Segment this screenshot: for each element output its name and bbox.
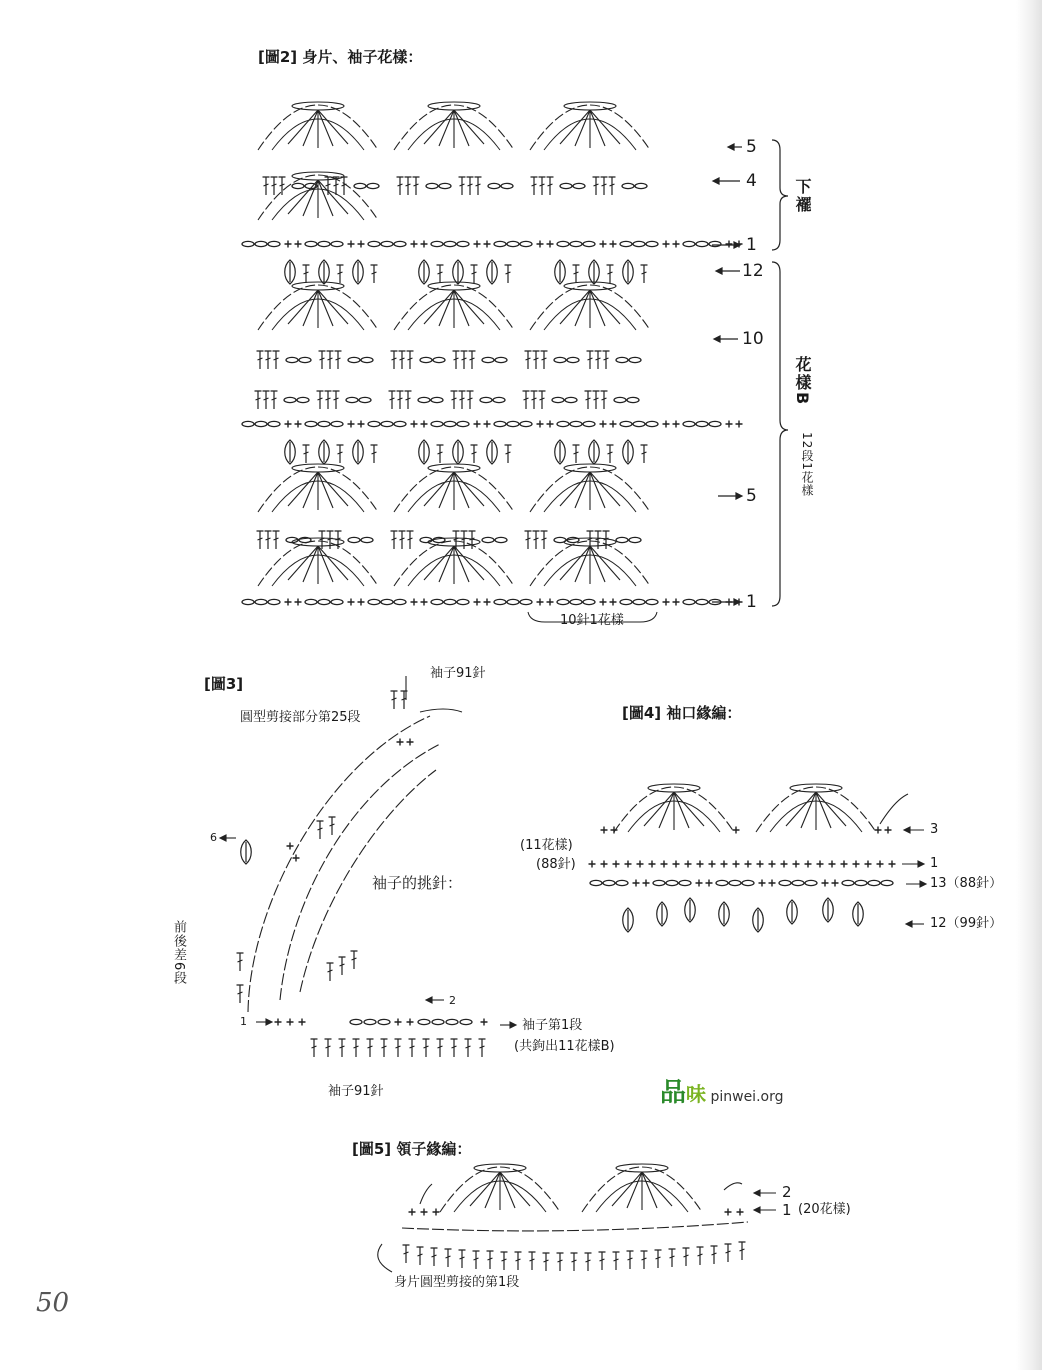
fig3-row-2: 2 — [449, 994, 456, 1007]
fig2-row-5-lower: 5 — [746, 137, 757, 157]
fig4-left-label-2: (88針) — [536, 857, 576, 872]
watermark-site: pinwei.org — [710, 1089, 784, 1105]
fig5-row-1: 1 — [782, 1201, 792, 1219]
fig2-row-1-lower: 1 — [746, 235, 757, 255]
fig2-hem-block — [242, 102, 743, 248]
fig2-row-4: 4 — [746, 171, 757, 191]
page-number: 50 — [36, 1288, 70, 1318]
fig3-center-label: 袖子的挑針： — [372, 874, 463, 892]
fig4-row-1: 1 — [930, 856, 939, 871]
pinwei-logo: 品味 pinwei.org — [660, 1078, 784, 1108]
fig2-row-10: 10 — [742, 329, 764, 349]
fig2-label-hem: 下襬 — [793, 178, 812, 214]
fig3-row-6: 6 — [210, 831, 217, 844]
fig5-title: [圖5] 領子緣編： — [352, 1140, 472, 1158]
fig3-sleeve-top: 袖子91針 — [430, 666, 486, 681]
fig4-row-3: 3 — [930, 822, 939, 837]
fig4-diagram — [589, 784, 927, 932]
fig5-repeat-note: (20花樣) — [798, 1202, 851, 1217]
fig2-row-12: 12 — [742, 261, 764, 281]
fig2-arrows — [712, 144, 742, 605]
fig3-sleeve-row1: 袖子第1段 — [522, 1018, 583, 1033]
fig3-side-label: 前後差6段 — [171, 920, 186, 986]
fig2-brace-hem — [772, 140, 788, 250]
fig4-row-12: 12（99針） — [930, 916, 1003, 931]
fig5-bottom-label: 身片圓型剪接的第1段 — [394, 1275, 520, 1290]
fig2-brace-pattern — [772, 262, 788, 606]
fig3-sleeve-row1-note: (共鉤出11花樣B) — [514, 1039, 615, 1054]
fig3-row-1: 1 — [240, 1015, 247, 1028]
fig2-label-patternB: 花樣B — [793, 356, 812, 407]
fig4-row-13: 13（88針） — [930, 876, 1003, 891]
fig4-left-label-1: (11花樣) — [520, 838, 573, 853]
fig3-sleeve-bottom: 袖子91針 — [328, 1084, 384, 1099]
fig3-title: [圖3] — [204, 675, 244, 693]
fig4-title: [圖4] 袖口緣編： — [622, 704, 742, 722]
fig2-repeat-note: 10針1花樣 — [560, 613, 624, 628]
fig3-diagram — [220, 676, 516, 1057]
fig2-patternB-block — [242, 260, 743, 622]
fig3-raglan-row: 圓型剪接部分第25段 — [240, 710, 361, 725]
fig2-label-repeat: 12段1花樣 — [800, 432, 814, 497]
fig5-diagram — [378, 1164, 776, 1272]
fig2-row-5-upper: 5 — [746, 486, 757, 506]
fig2-title: [圖2] 身片、袖子花樣： — [258, 48, 423, 66]
fig2-row-1-upper: 1 — [746, 592, 757, 612]
fig5-row-2: 2 — [782, 1183, 792, 1201]
